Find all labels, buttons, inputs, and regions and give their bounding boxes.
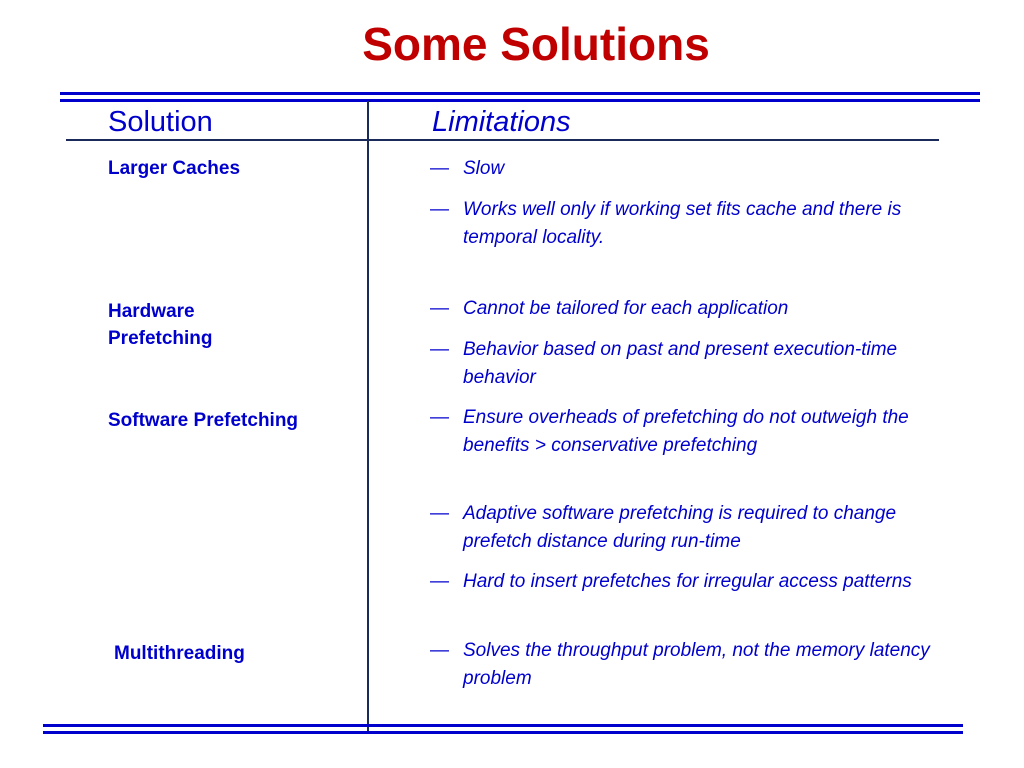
limitation-item <box>430 637 930 692</box>
limitation-item <box>430 336 930 391</box>
solution-multithreading: Multithreading <box>114 643 245 664</box>
limitation-text: Hard to insert prefetches for irregular access patterns <box>463 571 912 592</box>
top-double-rule <box>60 92 980 102</box>
bullet-dash: — <box>430 503 449 524</box>
limitation-item <box>430 196 930 251</box>
limitation-text: Slow <box>463 158 505 179</box>
limitation-text: Ensure overheads of prefetching do not outweigh the benefits > conservative prefetching <box>463 407 909 456</box>
limitation-text: Solves the throughput problem, not the memory latency problem <box>463 640 930 689</box>
slide-title <box>0 16 1024 72</box>
limitation-text: Cannot be tailored for each application <box>463 298 789 319</box>
limitation-text: Adaptive software prefetching is required to change prefetch distance during run-time <box>463 503 897 552</box>
limitation-item <box>430 295 930 323</box>
header-solution: Solution <box>108 106 213 138</box>
limitation-item <box>430 568 930 596</box>
bullet-dash: — <box>430 571 449 592</box>
bullet-dash: — <box>430 158 449 179</box>
bullet-dash: — <box>430 199 449 220</box>
bullet-dash: — <box>430 640 449 661</box>
bullet-dash: — <box>430 339 449 360</box>
column-divider <box>367 101 369 734</box>
bottom-double-rule <box>43 724 963 734</box>
bullet-dash: — <box>430 298 449 319</box>
limitation-text: Works well only if working set fits cache and there is temporal locality. <box>463 199 902 248</box>
limitation-text: Behavior based on past and present execution-time behavior <box>463 339 898 388</box>
bullet-dash: — <box>430 407 449 428</box>
solution-larger-caches: Larger Caches <box>108 158 241 179</box>
limitation-item <box>430 404 930 459</box>
header-limitations: Limitations <box>432 106 571 138</box>
limitation-item <box>430 155 930 183</box>
slide-title-text: Some Solutions <box>362 18 710 70</box>
solution-hardware-prefetching: Hardware Prefetching <box>108 301 213 349</box>
limitation-item <box>430 500 930 555</box>
solution-software-prefetching: Software Prefetching <box>108 410 299 431</box>
